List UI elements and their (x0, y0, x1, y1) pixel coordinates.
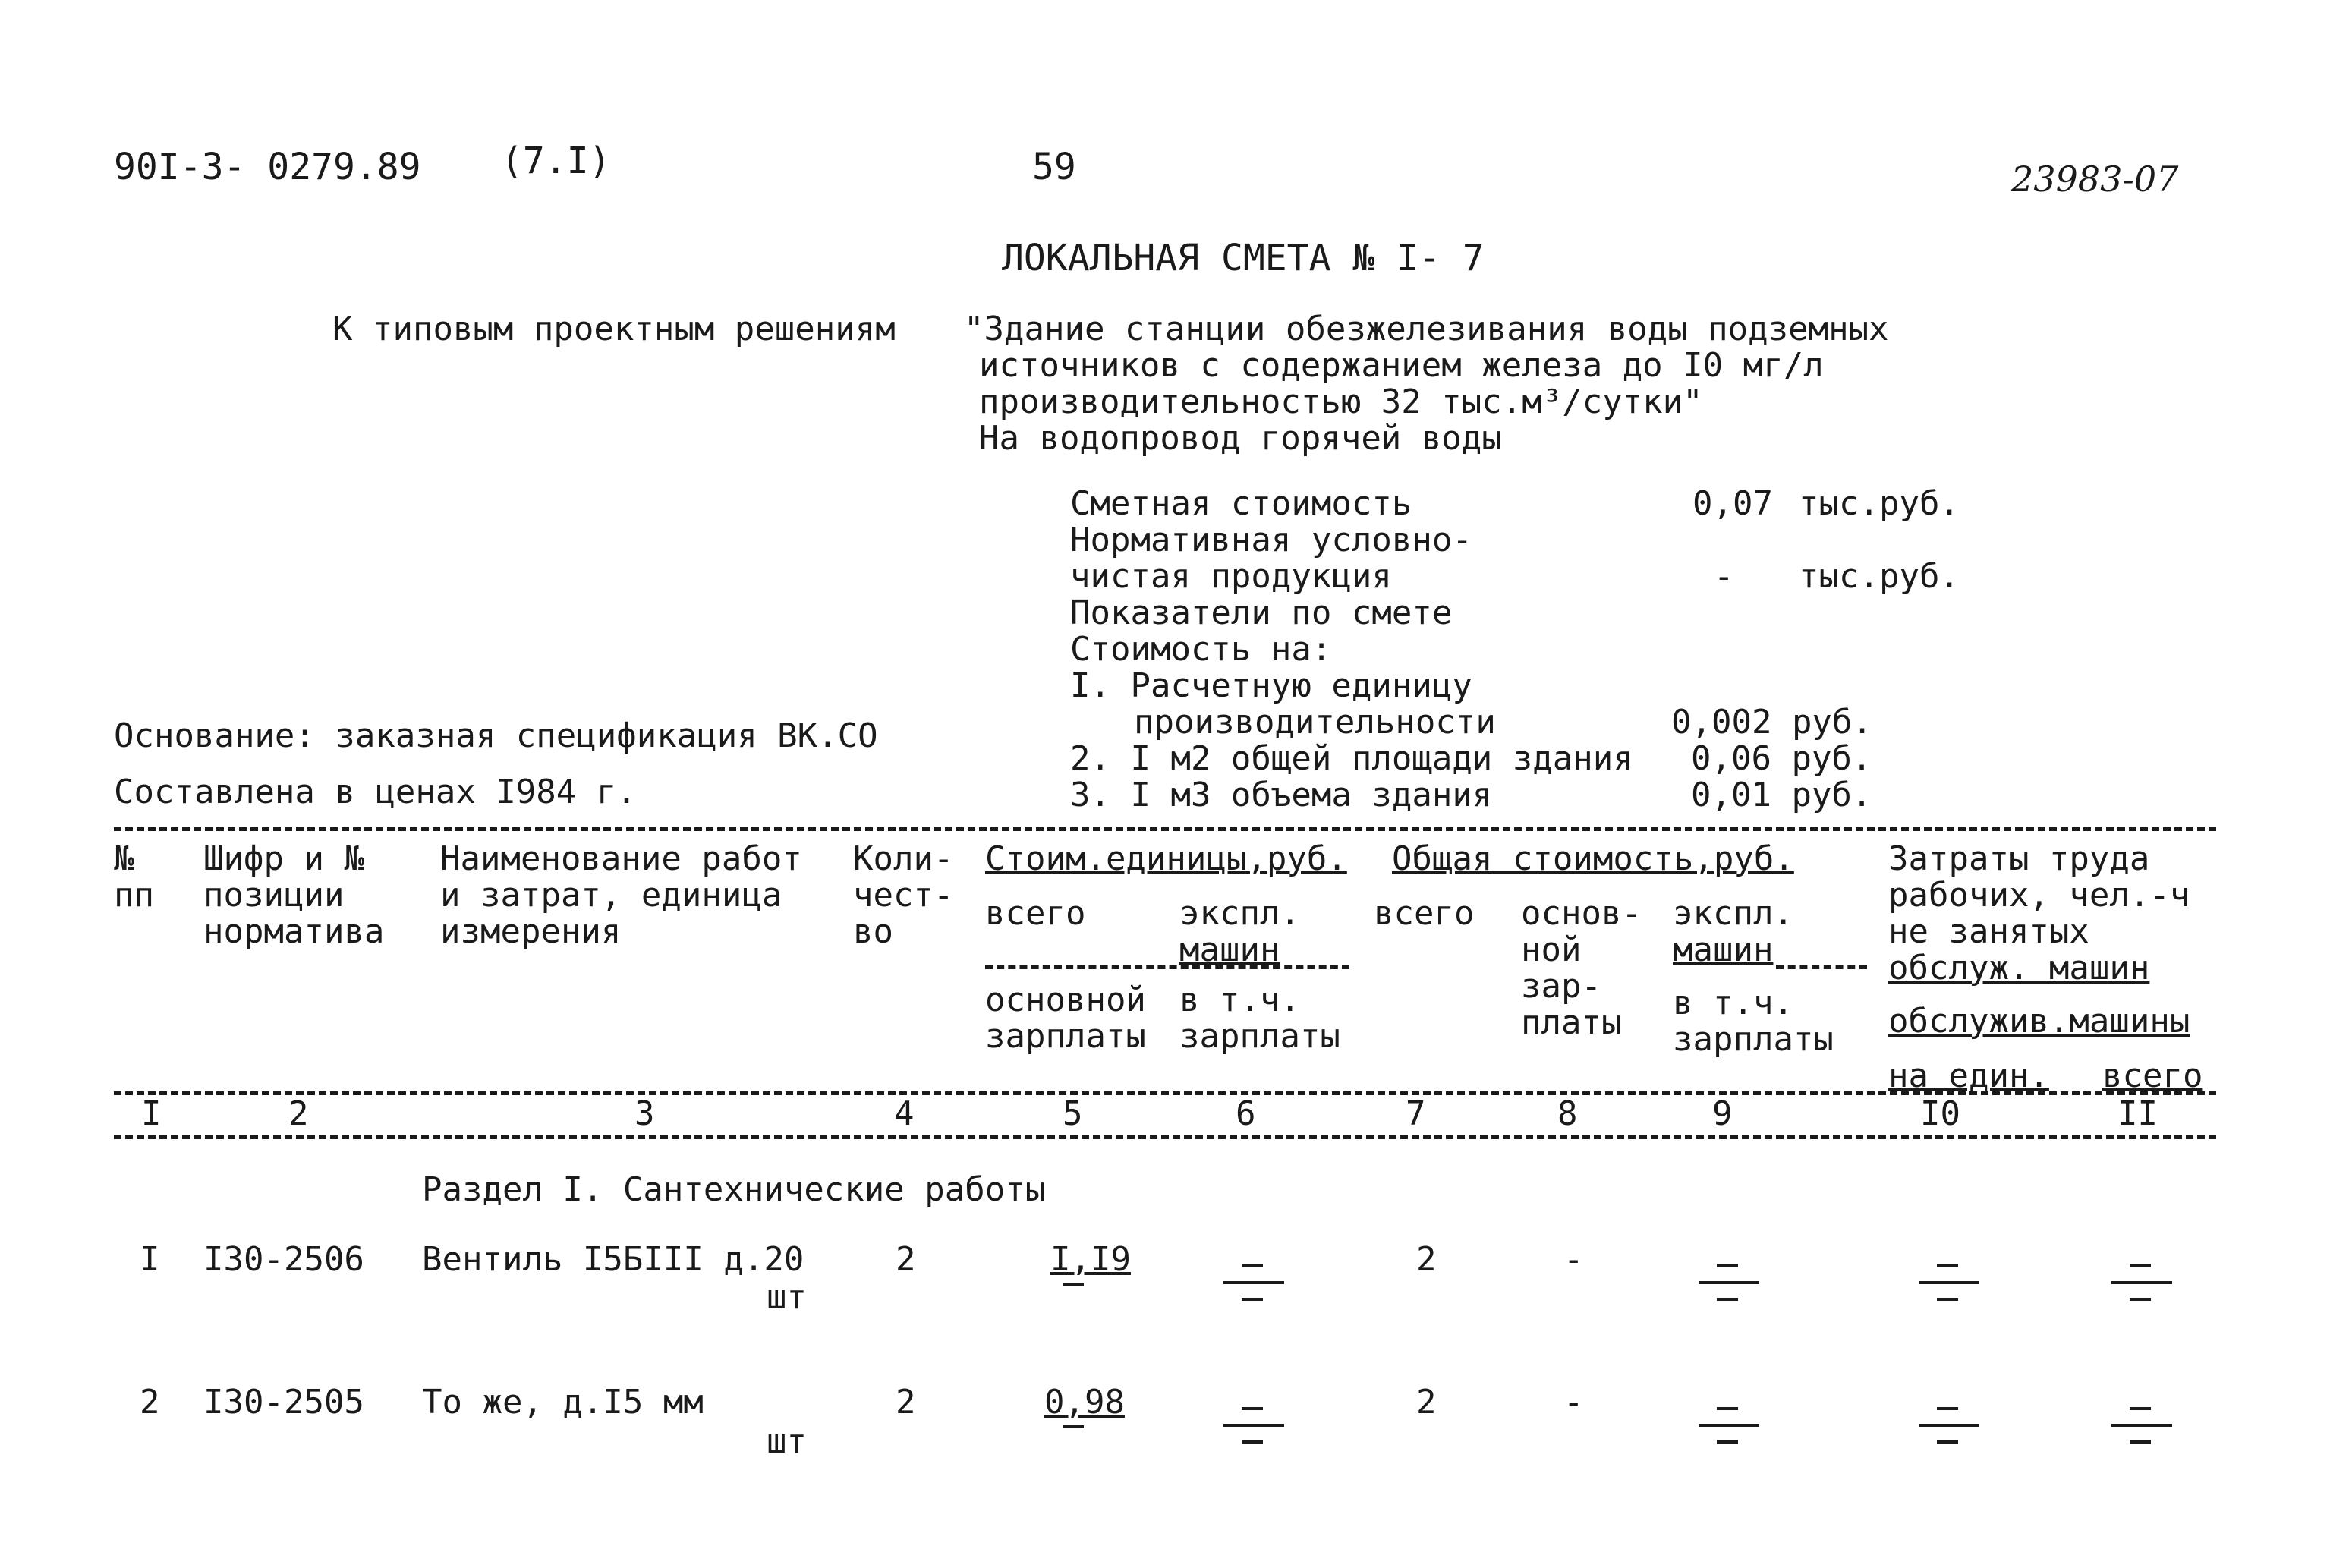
row-base-salary: - (1563, 1383, 1584, 1422)
item2-label: 2. I м2 общей площади здания (1070, 739, 1633, 778)
col-number-8: 8 (1557, 1094, 1578, 1133)
col8-header-3: зар- (1521, 967, 1601, 1006)
col2-header-2: позиции (203, 876, 345, 915)
row-unit: шт (767, 1422, 807, 1461)
table-top-rule (114, 827, 2216, 831)
col4-header-3: во (853, 912, 893, 951)
unit-cost-divider (985, 965, 1349, 969)
col7-header: всего (1374, 894, 1475, 933)
col6-header-bottom-1: в т.ч. (1179, 981, 1300, 1019)
col6-header-top-1: экспл. (1179, 894, 1300, 933)
row-quantity: 2 (896, 1240, 916, 1279)
project-line-4: На водопровод горячей воды (979, 419, 1502, 458)
labor-group-header-2: рабочих, чел.-ч (1888, 876, 2190, 915)
row-number: 2 (140, 1383, 160, 1422)
col9-header-bottom-1: в т.ч. (1673, 984, 1793, 1022)
col4-header-1: Коли- (853, 839, 954, 878)
numbers-bottom-rule (114, 1135, 2216, 1139)
row-base-salary: - (1563, 1240, 1584, 1279)
row-labor-unit-dash (1919, 1403, 1979, 1448)
col4-header-2: чест- (853, 876, 954, 915)
norm-value: - (1714, 557, 1734, 596)
cost-unit: тыс.руб. (1799, 484, 1960, 523)
header-bottom-rule (114, 1091, 2216, 1095)
col-number-1: I (141, 1094, 162, 1133)
row-labor-unit-dash (1919, 1260, 1979, 1305)
row-unit-cost-total: I,I9 (1050, 1240, 1131, 1279)
col8-header-2: ной (1521, 930, 1582, 969)
row-expl-total-dash (1699, 1260, 1759, 1305)
row-unit-cost-salary-dash (1058, 1275, 1088, 1321)
col-number-9: 9 (1712, 1094, 1733, 1133)
col-number-6: 6 (1236, 1094, 1256, 1133)
col5-header-bottom-2: зарплаты (985, 1017, 1146, 1056)
col3-header-3: измерения (440, 912, 622, 951)
labor-group-header-3: не занятых (1888, 912, 2089, 951)
row-code: I30-2506 (203, 1240, 364, 1279)
row-labor-total-dash (2111, 1403, 2172, 1448)
row-unit: шт (767, 1278, 807, 1317)
col-number-4: 4 (894, 1094, 915, 1133)
col11-header: всего (2102, 1056, 2203, 1095)
col3-header-2: и затрат, единица (440, 876, 782, 915)
project-prefix: К типовым проектным решениям (332, 310, 896, 348)
estimate-title: ЛОКАЛЬНАЯ СМЕТА № I- 7 (1002, 237, 1485, 279)
labor-serviced-header: обслужив.машины (1888, 1002, 2190, 1041)
item2-value: 0,06 руб. (1691, 739, 1872, 778)
col5-header-top: всего (985, 894, 1086, 933)
total-cost-group-header: Общая стоимость,руб. (1392, 839, 1794, 878)
col-number-5: 5 (1063, 1094, 1083, 1133)
basis-text: Основание: заказная спецификация ВК.СО (114, 716, 878, 755)
cost-on-label: Стоимость на: (1070, 630, 1332, 669)
col5-header-bottom-1: основной (985, 981, 1146, 1019)
row-unit-cost-salary-dash (1058, 1418, 1088, 1463)
row-total: 2 (1416, 1383, 1437, 1422)
expl-divider (1776, 965, 1867, 969)
col1-header-2: пп (114, 876, 154, 915)
col-number-3: 3 (634, 1094, 655, 1133)
project-line-3: производительностью 32 тыс.м³/сутки" (979, 383, 1703, 421)
norm-unit: тыс.руб. (1799, 557, 1960, 596)
col-number-11: II (2117, 1094, 2158, 1133)
col10-header: на един. (1888, 1056, 2049, 1095)
page-number: 59 (1032, 146, 1076, 188)
cost-label: Сметная стоимость (1070, 484, 1412, 523)
col6-header-bottom-2: зарплаты (1179, 1017, 1340, 1056)
cost-value: 0,07 (1692, 484, 1773, 523)
col8-header-1: основ- (1521, 894, 1642, 933)
row-name: Вентиль I5БIII д.20 (422, 1240, 804, 1279)
row-name: То же, д.I5 мм (422, 1383, 704, 1422)
col-number-10: I0 (1920, 1094, 1960, 1133)
col9-header-top-2: машин (1673, 930, 1774, 969)
norm-label-1: Нормативная условно- (1070, 521, 1472, 559)
prices-text: Составлена в ценах I984 г. (114, 773, 637, 811)
row-quantity: 2 (896, 1383, 916, 1422)
row-code: I30-2505 (203, 1383, 364, 1422)
row-expl-machines-dash (1223, 1403, 1284, 1448)
item1-value: 0,002 руб. (1671, 703, 1872, 741)
document-code: 90I-3- 0279.89 (114, 146, 421, 188)
document-part: (7.I) (501, 140, 611, 182)
col-number-2: 2 (288, 1094, 309, 1133)
project-line-2: источников с содержанием железа до I0 мг/л (979, 346, 1824, 385)
section-title: Раздел I. Сантехнические работы (422, 1170, 1046, 1209)
col3-header-1: Наименование работ (440, 839, 802, 878)
row-total: 2 (1416, 1240, 1437, 1279)
col9-header-top-1: экспл. (1673, 894, 1793, 933)
norm-label-2: чистая продукция (1070, 557, 1392, 596)
indicators-label: Показатели по смете (1070, 594, 1453, 632)
item1-label-2: производительности (1134, 703, 1496, 741)
col2-header-3: норматива (203, 912, 385, 951)
col9-header-bottom-2: зарплаты (1673, 1020, 1834, 1059)
project-line-1: "Здание станции обезжелезивания воды подземных (964, 310, 1889, 348)
col6-header-top-2: машин (1179, 930, 1280, 969)
col2-header-1: Шифр и № (203, 839, 364, 878)
labor-group-header-1: Затраты труда (1888, 839, 2150, 878)
handwritten-number: 23983-07 (2011, 159, 2179, 200)
item1-label-1: I. Расчетную единицу (1070, 666, 1472, 705)
row-expl-total-dash (1699, 1403, 1759, 1448)
unit-cost-group-header: Стоим.единицы,руб. (985, 839, 1347, 878)
col8-header-4: платы (1521, 1003, 1622, 1042)
item3-label: 3. I м3 объема здания (1070, 776, 1493, 814)
item3-value: 0,01 руб. (1691, 776, 1872, 814)
row-labor-total-dash (2111, 1260, 2172, 1305)
row-unit-cost-total: 0,98 (1044, 1383, 1125, 1422)
col-number-7: 7 (1406, 1094, 1426, 1133)
row-expl-machines-dash (1223, 1260, 1284, 1305)
row-number: I (140, 1240, 160, 1279)
labor-service-header: обслуж. машин (1888, 949, 2150, 987)
col1-header-1: № (114, 839, 134, 878)
